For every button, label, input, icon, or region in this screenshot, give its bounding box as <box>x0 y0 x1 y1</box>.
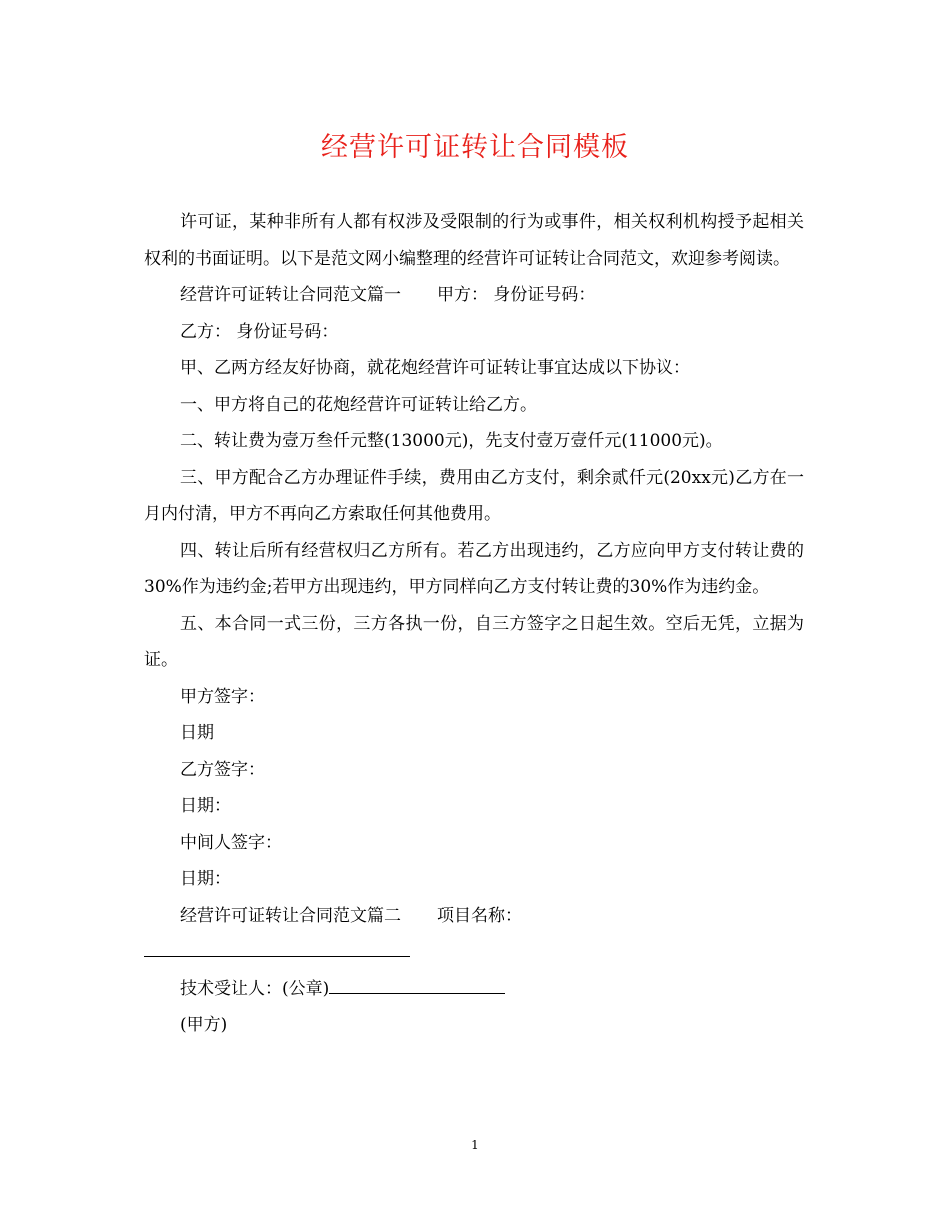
sample-one-heading: 经营许可证转让合同范文篇一 <box>180 285 401 305</box>
project-name-underline <box>144 940 410 957</box>
project-name-blank-line <box>144 934 804 971</box>
middleman-signature: 中间人签字： <box>180 832 282 853</box>
page-number: 1 <box>471 1138 479 1152</box>
party-a-parenthetical: (甲方) <box>180 1015 228 1035</box>
date-line-2: 日期： <box>180 796 231 816</box>
party-a-id-label: 身份证号码： <box>493 285 596 305</box>
sample-two-heading: 经营许可证转让合同范文篇二 <box>180 905 401 926</box>
party-b-signature: 乙方签字： <box>180 759 265 780</box>
tech-assignee-line <box>144 971 804 1008</box>
clause-4: 四、转让后所有经营权归乙方所有。若乙方出现违约，乙方应向甲方支付转让费的30%作为违约金;若甲方出现违约，甲方同样向乙方支付转让费的30%作为违约金。 <box>144 540 804 597</box>
party-b-line: 乙方： 身份证号码： <box>180 321 339 342</box>
project-name-label: 项目名称： <box>437 905 522 926</box>
agreement-intro: 甲、乙两方经友好协商，就花炮经营许可证转让事宜达成以下协议： <box>180 358 690 378</box>
document-title: 经营许可证转让合同模板 <box>321 132 629 163</box>
sample-two-heading-line <box>144 898 804 935</box>
clause-1: 一、甲方将自己的花炮经营许可证转让给乙方。 <box>180 394 537 415</box>
clause-2: 二、转让费为壹万叁仟元整(13000元)，先支付壹万壹仟元(11000元)。 <box>180 431 723 451</box>
sample-one-heading-line <box>144 277 804 314</box>
party-a-signature: 甲方签字： <box>180 686 265 707</box>
clause-3: 三、甲方配合乙方办理证件手续，费用由乙方支付，剩余贰仟元(20xx元)乙方在一月内付清，甲方不再向乙方索取任何其他费用。 <box>144 467 804 524</box>
tech-assignee-label: 技术受让人：(公章) <box>180 978 330 999</box>
tech-assignee-underline <box>329 977 505 994</box>
date-line-3: 日期： <box>180 869 231 889</box>
clause-5: 五、本合同一式三份，三方各执一份，自三方签字之日起生效。空后无凭，立据为证。 <box>144 613 804 670</box>
document-body <box>144 204 804 1044</box>
party-a-label: 甲方： <box>437 285 488 305</box>
date-line-1: 日期 <box>180 723 214 743</box>
intro-paragraph: 许可证，某种非所有人都有权涉及受限制的行为或事件，相关权利机构授予起相关权利的书面证明。以下是范文网小编整理的经营许可证转让合同范文，欢迎参考阅读。 <box>144 212 804 269</box>
